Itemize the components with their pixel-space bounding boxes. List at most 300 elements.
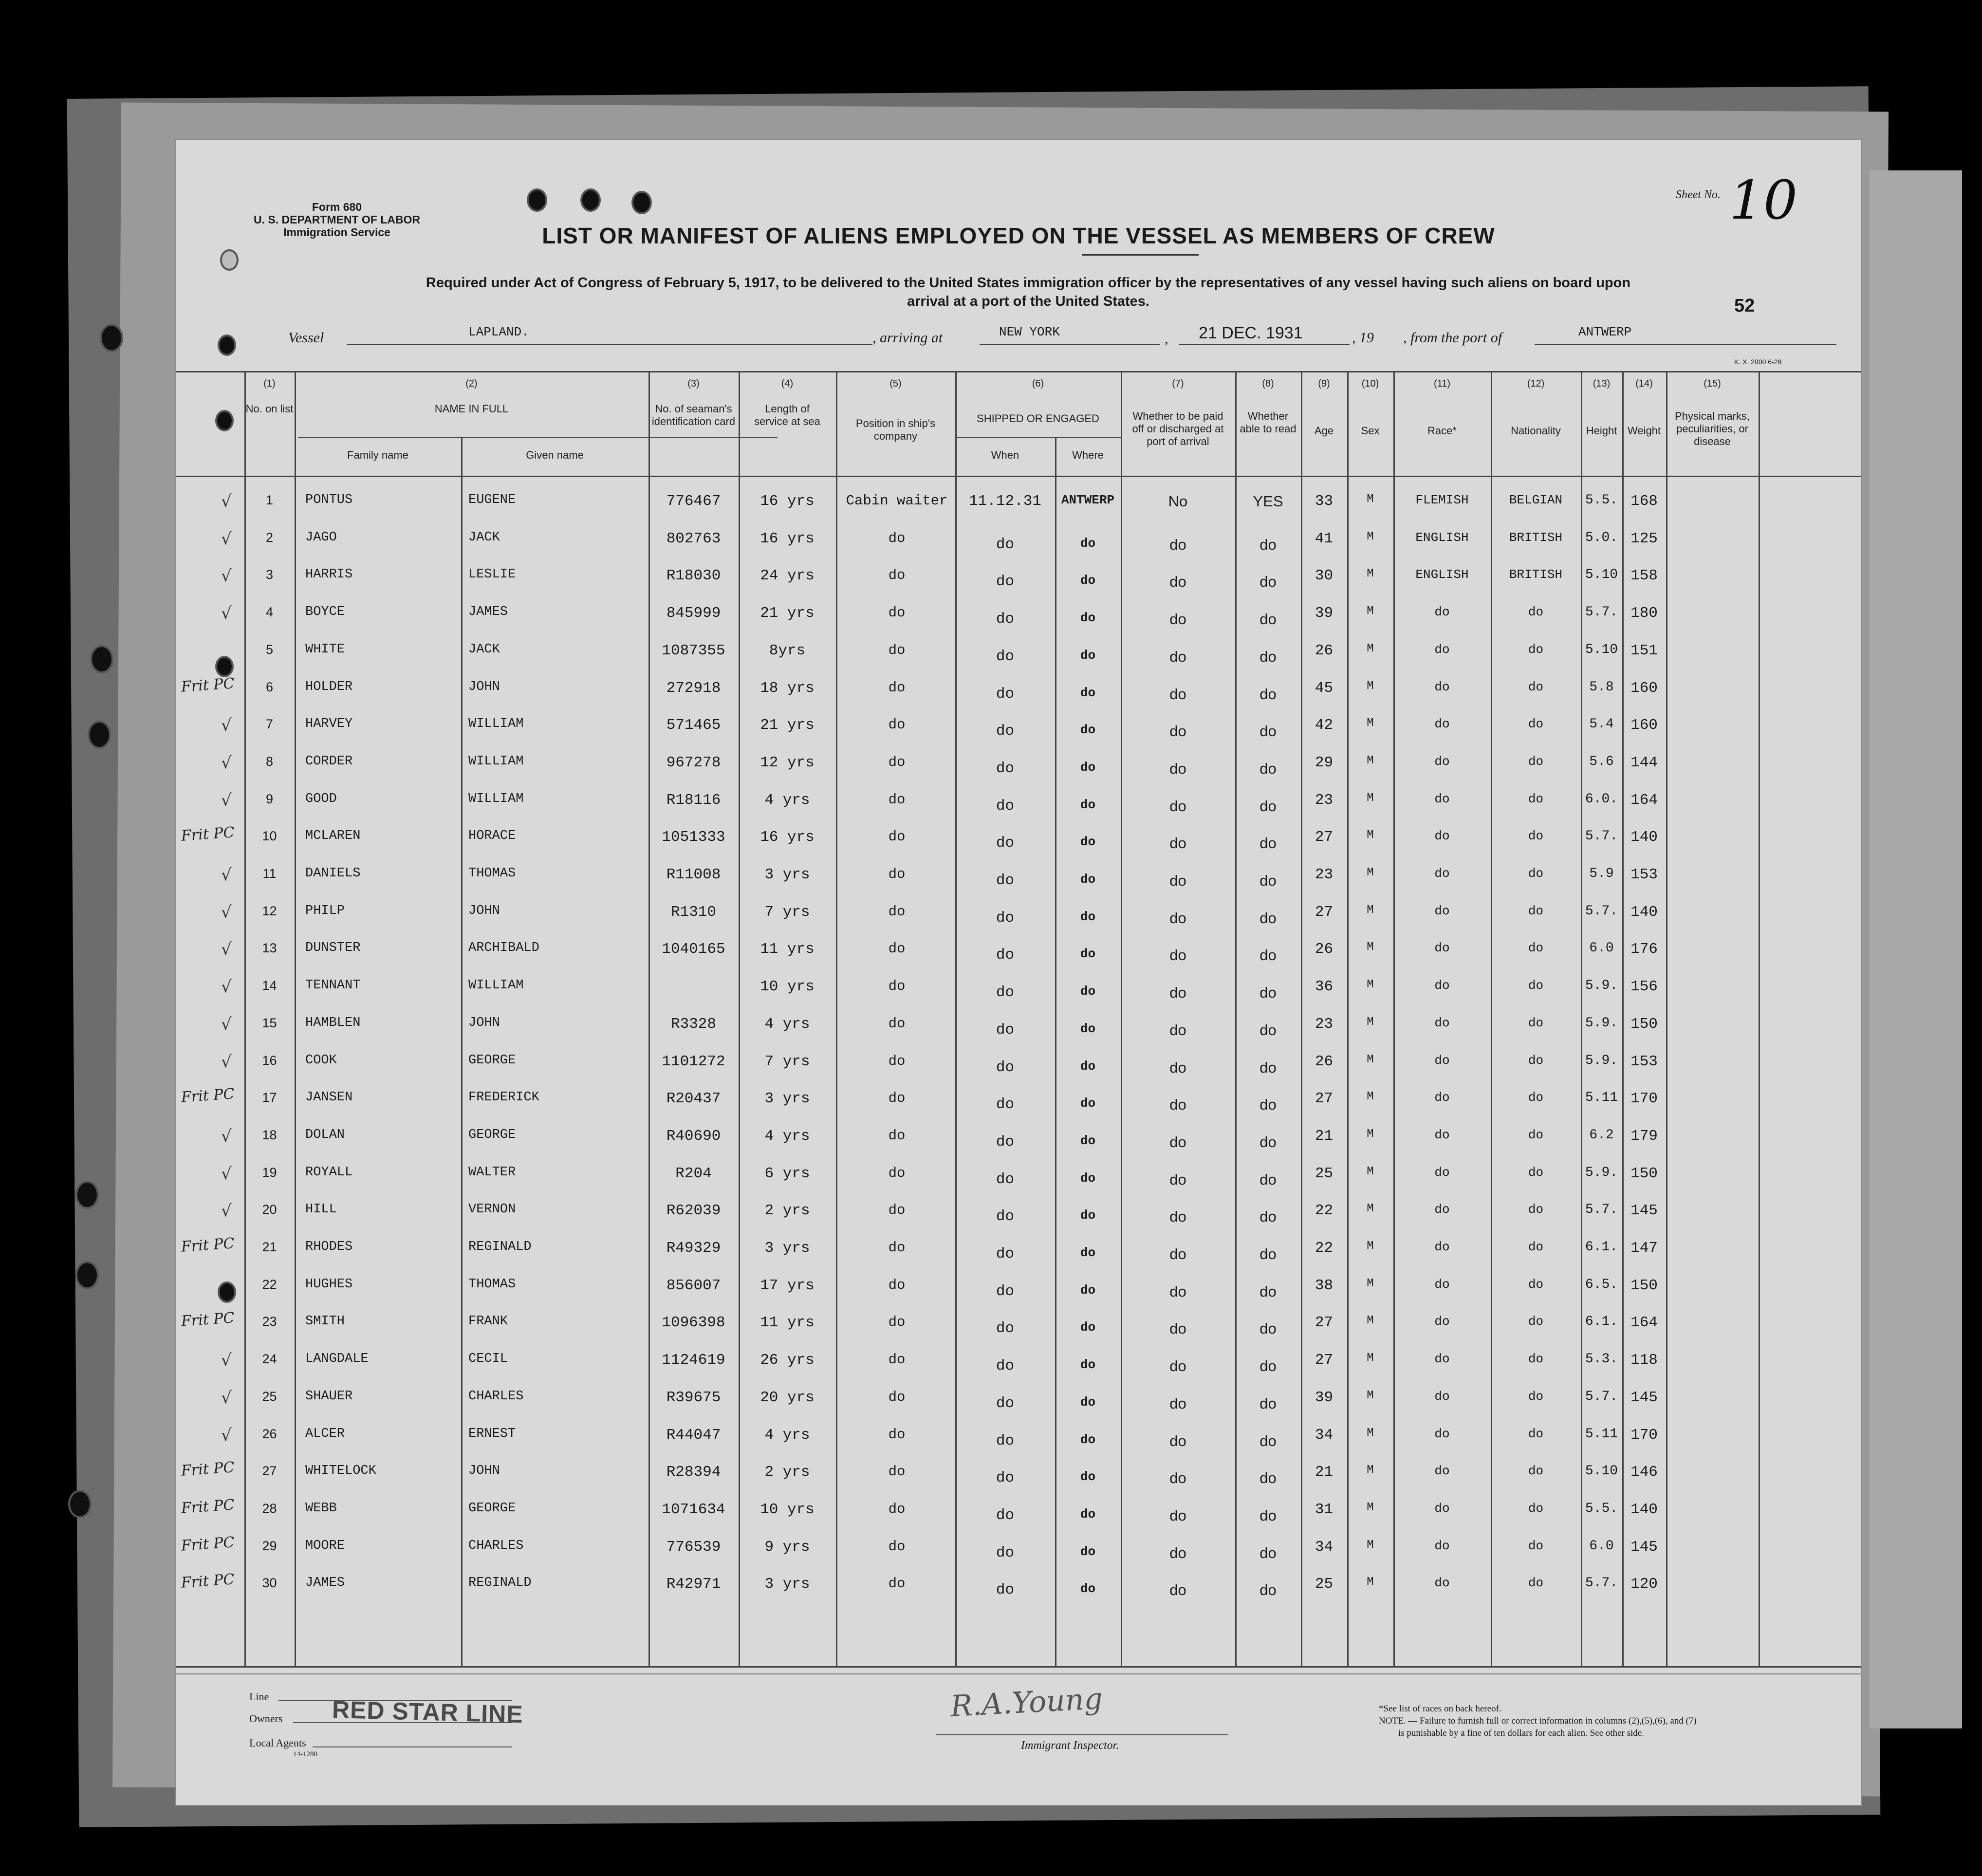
col-number-2: (2) [465, 378, 478, 389]
cell-where: do [1080, 1544, 1096, 1559]
cell-nationality: do [1528, 791, 1544, 806]
cell-height: 5.7. [1585, 605, 1618, 620]
cell-paid: do [1169, 536, 1186, 553]
table-row [176, 1123, 1861, 1160]
cell-where: ANTWERP [1061, 493, 1115, 507]
cell-service: 6 yrs [764, 1165, 810, 1182]
cell-race: do [1434, 1240, 1450, 1254]
table-row [176, 787, 1861, 824]
cell-position: do [888, 903, 906, 920]
cell-card: R44047 [666, 1426, 721, 1444]
margin-note: Frit PC [180, 1571, 235, 1592]
cell-service: 18 yrs [760, 679, 815, 697]
cell-height: 5.9. [1585, 1053, 1618, 1068]
header-no-on-list: No. on list [245, 403, 294, 415]
cell-sex: M [1367, 530, 1374, 543]
cell-service: 21 yrs [760, 605, 815, 622]
cell-when: do [996, 685, 1015, 703]
cell-no: 21 [262, 1240, 277, 1254]
cell-weight: 140 [1630, 903, 1658, 921]
cell-age: 27 [1315, 1352, 1334, 1369]
cell-read: do [1260, 1208, 1277, 1226]
cell-no: 30 [262, 1576, 277, 1591]
cell-sex: M [1367, 605, 1374, 618]
cell-card: 1101272 [662, 1053, 725, 1070]
cell-service: 11 yrs [760, 1314, 815, 1332]
departure-port: ANTWERP [1578, 325, 1632, 339]
cell-age: 27 [1315, 1090, 1334, 1108]
cell-family: PHILP [305, 903, 345, 918]
cell-race: do [1434, 1165, 1450, 1180]
cell-where: do [1080, 1245, 1096, 1260]
cell-where: do [1080, 573, 1096, 588]
cell-service: 7 yrs [764, 1053, 810, 1070]
from-port-label: , from the port of [1403, 330, 1502, 346]
cell-height: 5.9. [1585, 978, 1618, 994]
cell-race: do [1434, 903, 1450, 918]
from-port-underline [1535, 344, 1836, 345]
cell-position: do [888, 1352, 906, 1368]
header-physical-marks: Physical marks, peculiarities, or disease [1674, 410, 1750, 447]
header-position: Position in ship's company [855, 417, 936, 442]
cell-where: do [1080, 685, 1096, 700]
table-row [176, 1422, 1861, 1459]
cell-sex: M [1367, 1426, 1374, 1440]
cell-weight: 170 [1630, 1090, 1658, 1108]
cell-when: do [996, 1394, 1015, 1412]
cell-age: 27 [1315, 1314, 1334, 1332]
cell-weight: 145 [1630, 1389, 1658, 1406]
cell-when: do [996, 984, 1015, 1002]
cell-position: do [888, 1426, 906, 1443]
shipped-subheader-rule [955, 437, 1121, 438]
cell-when: do [996, 835, 1015, 852]
punch-hole [580, 188, 601, 212]
cell-height: 5.6 [1589, 754, 1614, 769]
cell-given: JACK [468, 530, 500, 545]
cell-where: do [1080, 648, 1096, 663]
cell-sex: M [1367, 493, 1374, 506]
cell-nationality: do [1528, 1277, 1544, 1292]
cell-when: do [996, 648, 1015, 665]
cell-height: 5.3. [1585, 1352, 1618, 1367]
cell-position: do [888, 1090, 906, 1107]
cell-where: do [1080, 1506, 1096, 1522]
cell-service: 10 yrs [760, 1501, 815, 1518]
table-row [176, 1048, 1861, 1085]
cell-family: CORDER [305, 754, 353, 769]
cell-read: do [1260, 1320, 1277, 1337]
cell-height: 6.5. [1585, 1277, 1618, 1292]
adjacent-page-edge [1870, 170, 1962, 1728]
cell-position: do [888, 1277, 906, 1293]
cell-family: BOYCE [305, 605, 345, 620]
cell-paid: do [1169, 1245, 1186, 1263]
owners-label: Owners [249, 1712, 283, 1725]
header-name-in-full: NAME IN FULL [434, 403, 509, 415]
cell-weight: 179 [1630, 1127, 1658, 1145]
cell-where: do [1080, 1581, 1096, 1597]
vessel-label: Vessel [288, 330, 324, 346]
col-number-10: (10) [1361, 378, 1379, 389]
cell-family: COOK [305, 1053, 337, 1068]
red-star-line-stamp: RED STAR LINE [332, 1695, 524, 1728]
sheet-number: 10 [1729, 169, 1797, 231]
cell-service: 4 yrs [764, 1127, 810, 1145]
cell-race: do [1434, 1053, 1450, 1068]
cell-weight: 176 [1630, 941, 1658, 958]
cell-read: do [1260, 1245, 1277, 1263]
cell-nationality: do [1528, 941, 1544, 956]
form-number: Form 680 [312, 201, 362, 213]
table-row [176, 973, 1861, 1010]
cell-where: do [1080, 760, 1096, 775]
cell-race: do [1434, 1464, 1450, 1479]
cell-read: do [1260, 835, 1277, 852]
cell-paid: do [1169, 648, 1186, 665]
cell-when: do [996, 1245, 1015, 1263]
cell-nationality: do [1528, 1576, 1544, 1591]
cell-card: 1124619 [662, 1352, 725, 1369]
cell-position: do [888, 1165, 906, 1181]
cell-paid: do [1169, 1059, 1186, 1076]
cell-where: do [1080, 1320, 1096, 1335]
cell-given: VERNON [468, 1202, 516, 1217]
margin-note: Frit PC [180, 1533, 235, 1555]
table-row [176, 936, 1861, 973]
cell-no: 14 [262, 978, 277, 993]
cell-height: 5.11 [1585, 1426, 1618, 1442]
cell-when: do [996, 1506, 1015, 1524]
cell-family: DUNSTER [305, 941, 361, 956]
table-row [176, 1272, 1861, 1309]
cell-given: GEORGE [468, 1053, 516, 1068]
cell-service: 3 yrs [764, 1240, 810, 1257]
cell-where: do [1080, 611, 1096, 626]
cell-sex: M [1367, 567, 1374, 581]
cell-position: do [888, 866, 906, 882]
cell-sex: M [1367, 1464, 1374, 1477]
binder-hole [88, 721, 111, 749]
note-races: *See list of races on back hereof. [1379, 1704, 1501, 1714]
cell-position: do [888, 829, 906, 845]
cell-race: do [1434, 1389, 1450, 1404]
cell-family: HILL [305, 1202, 337, 1217]
line-label: Line [249, 1690, 269, 1703]
cell-when: do [996, 723, 1015, 740]
cell-age: 22 [1315, 1240, 1334, 1257]
cell-sex: M [1367, 1576, 1374, 1589]
cell-no: 1 [265, 493, 274, 507]
cell-weight: 145 [1630, 1202, 1658, 1220]
cell-sex: M [1367, 1053, 1374, 1066]
cell-weight: 153 [1630, 866, 1658, 883]
cell-card: 1087355 [662, 642, 725, 659]
cell-sex: M [1367, 1277, 1374, 1290]
cell-given: WALTER [468, 1165, 516, 1180]
cell-paid: do [1169, 1021, 1186, 1039]
cell-age: 34 [1315, 1426, 1334, 1444]
cell-family: RHODES [305, 1240, 353, 1254]
table-row [176, 1197, 1861, 1234]
cell-no: 3 [265, 567, 274, 582]
margin-note: Frit PC [180, 1235, 235, 1256]
cell-age: 22 [1315, 1202, 1334, 1220]
cell-card: 967278 [666, 754, 721, 771]
cell-sex: M [1367, 679, 1374, 693]
cell-weight: 140 [1630, 1501, 1658, 1518]
margin-note: Frit PC [180, 1309, 235, 1331]
cell-age: 30 [1315, 567, 1334, 585]
cell-nationality: do [1528, 1426, 1544, 1441]
cell-weight: 146 [1630, 1464, 1658, 1481]
cell-service: 20 yrs [760, 1389, 815, 1406]
cell-nationality: do [1528, 903, 1544, 918]
department-name: U. S. DEPARTMENT OF LABOR [253, 213, 420, 226]
cell-where: do [1080, 1021, 1096, 1036]
punch-hole [527, 188, 547, 212]
title-underline [1082, 254, 1199, 256]
cell-given: GEORGE [468, 1501, 516, 1516]
cell-card: R62039 [666, 1202, 721, 1220]
cell-given: THOMAS [468, 866, 516, 881]
col-number-1: (1) [263, 378, 276, 389]
cell-when: do [996, 797, 1015, 815]
cell-read: do [1260, 1544, 1277, 1561]
cell-position: do [888, 1501, 906, 1517]
cell-age: 38 [1315, 1277, 1334, 1294]
cell-no: 5 [265, 642, 274, 657]
header-family-name: Family name [347, 449, 408, 461]
cell-card: R18030 [666, 567, 721, 585]
table-row [176, 562, 1861, 599]
cell-paid: do [1169, 685, 1186, 703]
cell-height: 5.9. [1585, 1015, 1618, 1031]
header-sex: Sex [1361, 425, 1380, 437]
col-number-7: (7) [1172, 378, 1184, 389]
cell-race: do [1434, 791, 1450, 806]
cell-card: R3328 [670, 1015, 716, 1033]
date-underline [1179, 344, 1350, 345]
cell-weight: 170 [1630, 1426, 1658, 1444]
header-bottom-rule [176, 476, 1861, 477]
col-number-8: (8) [1262, 378, 1274, 389]
cell-read: do [1260, 1394, 1277, 1412]
sheet-number-label: Sheet No. [1676, 188, 1721, 201]
cell-nationality: BELGIAN [1509, 493, 1563, 507]
cell-where: do [1080, 1282, 1096, 1298]
cell-nationality: do [1528, 717, 1544, 732]
cell-paid: do [1169, 1208, 1186, 1226]
cell-given: CECIL [468, 1352, 508, 1367]
cell-sex: M [1367, 978, 1374, 992]
checkmark: √ [221, 716, 232, 736]
cell-when: do [996, 1544, 1015, 1561]
cell-race: do [1434, 605, 1450, 620]
vessel-name: LAPLAND. [468, 325, 529, 339]
cell-weight: 147 [1630, 1240, 1658, 1257]
checkmark: √ [221, 790, 232, 810]
cell-age: 31 [1315, 1501, 1334, 1518]
cell-family: MCLAREN [305, 829, 361, 844]
checkmark: √ [221, 977, 232, 997]
cell-age: 26 [1315, 642, 1334, 659]
cell-no: 25 [262, 1389, 277, 1404]
cell-age: 23 [1315, 866, 1334, 883]
cell-paid: do [1169, 1096, 1186, 1114]
cell-weight: 158 [1630, 567, 1658, 585]
cell-nationality: do [1528, 1501, 1544, 1516]
cell-service: 3 yrs [764, 1576, 810, 1593]
cell-height: 6.1. [1585, 1314, 1618, 1330]
cell-paid: do [1169, 835, 1186, 852]
cell-card: 1040165 [662, 941, 725, 958]
cell-family: HARVEY [305, 717, 353, 732]
cell-nationality: do [1528, 642, 1544, 657]
footer-notes [1379, 1703, 1697, 1739]
cell-race: do [1434, 642, 1450, 657]
cell-position: do [888, 754, 906, 770]
cell-nationality: do [1528, 1538, 1544, 1553]
cell-race: do [1434, 1277, 1450, 1292]
cell-height: 5.7. [1585, 1389, 1618, 1404]
cell-no: 26 [262, 1426, 277, 1441]
form-title: LIST OR MANIFEST OF ALIENS EMPLOYED ON THE VESSEL AS MEMBERS OF CREW [542, 223, 1495, 248]
punch-hole [218, 334, 236, 356]
agents-label: Local Agents [249, 1737, 306, 1749]
cell-position: do [888, 1464, 906, 1480]
cell-where: do [1080, 1432, 1096, 1447]
header-given-name: Given name [526, 449, 584, 461]
cell-no: 27 [262, 1464, 277, 1479]
table-row [176, 675, 1861, 712]
cell-when: do [996, 1282, 1015, 1300]
cell-race: do [1434, 679, 1450, 694]
checkmark: √ [221, 604, 232, 624]
cell-no: 24 [262, 1352, 277, 1367]
cell-service: 2 yrs [764, 1464, 810, 1481]
agents-code: 14-1280 [293, 1750, 317, 1758]
cell-read: do [1260, 1357, 1277, 1375]
cell-nationality: do [1528, 1202, 1544, 1217]
checkmark: √ [221, 1351, 232, 1371]
cell-sex: M [1367, 1015, 1374, 1029]
cell-age: 21 [1315, 1127, 1334, 1145]
cell-paid: do [1169, 872, 1186, 889]
cell-family: DOLAN [305, 1127, 345, 1142]
arrival-port: NEW YORK [999, 325, 1060, 339]
table-row [176, 600, 1861, 637]
cell-sex: M [1367, 903, 1374, 917]
cell-card: 802763 [666, 530, 721, 547]
form-subtitle [249, 274, 1807, 311]
cell-nationality: do [1528, 978, 1544, 993]
cell-paid: do [1169, 947, 1186, 964]
cell-paid: do [1169, 1394, 1186, 1412]
checkmark: √ [221, 902, 232, 922]
cell-nationality: do [1528, 1165, 1544, 1180]
cell-position: do [888, 530, 906, 546]
checkmark: √ [221, 940, 232, 960]
cell-age: 42 [1315, 717, 1334, 734]
cell-service: 3 yrs [764, 866, 810, 883]
cell-sex: M [1367, 941, 1374, 954]
cell-height: 6.0. [1585, 791, 1618, 807]
cell-paid: do [1169, 611, 1186, 628]
table-row [176, 824, 1861, 861]
subtitle-line-2: arrival at a port of the United States. [907, 294, 1149, 309]
cell-card: R39675 [666, 1389, 721, 1406]
cell-given: FREDERICK [468, 1090, 539, 1105]
cell-when: do [996, 1059, 1015, 1076]
cell-height: 5.5. [1585, 493, 1618, 508]
cell-given: WILLIAM [468, 791, 524, 806]
cell-weight: 118 [1630, 1352, 1658, 1369]
cell-race: do [1434, 829, 1450, 844]
cell-family: HOLDER [305, 679, 353, 694]
checkmark: √ [221, 566, 232, 586]
cell-card: 776539 [666, 1538, 721, 1556]
cell-sex: M [1367, 866, 1374, 879]
cell-nationality: do [1528, 754, 1544, 769]
cell-nationality: do [1528, 829, 1544, 844]
cell-service: 4 yrs [764, 1426, 810, 1444]
service-name: Immigration Service [283, 226, 390, 239]
cell-no: 29 [262, 1538, 277, 1553]
signature-underline [936, 1734, 1228, 1735]
cell-given: ERNEST [468, 1426, 516, 1441]
cell-given: CHARLES [468, 1538, 524, 1553]
cell-height: 5.10 [1585, 642, 1618, 657]
footer-rule [176, 1673, 1861, 1674]
cell-read: do [1260, 1282, 1277, 1300]
cell-no: 18 [262, 1127, 277, 1142]
cell-race: do [1434, 1501, 1450, 1516]
cell-weight: 164 [1630, 791, 1658, 809]
vessel-underline [347, 344, 872, 345]
table-row [176, 637, 1861, 674]
cell-card: R11008 [666, 866, 721, 883]
cell-given: FRANK [468, 1314, 508, 1329]
cell-family: SMITH [305, 1314, 345, 1329]
cell-family: PONTUS [305, 493, 353, 507]
cell-given: LESLIE [468, 567, 516, 582]
punch-hole [631, 191, 652, 214]
cell-given: JAMES [468, 605, 508, 620]
table-bottom-rule [176, 1666, 1861, 1668]
cell-height: 6.2 [1589, 1127, 1614, 1143]
cell-race: ENGLISH [1415, 567, 1469, 582]
name-subheader-rule [298, 437, 778, 438]
header-where: Where [1072, 449, 1104, 461]
cell-age: 26 [1315, 941, 1334, 958]
cell-sex: M [1367, 1127, 1374, 1141]
cell-sex: M [1367, 1501, 1374, 1514]
table-row [176, 525, 1861, 562]
cell-age: 45 [1315, 679, 1334, 697]
cell-position: do [888, 1389, 906, 1405]
cell-height: 5.7. [1585, 1576, 1618, 1591]
inspector-signature: R.A.Young [949, 1681, 1104, 1724]
cell-paid: do [1169, 1581, 1186, 1599]
cell-read: do [1260, 611, 1277, 628]
cell-family: DANIELS [305, 866, 361, 881]
cell-position: do [888, 1127, 906, 1144]
cell-height: 5.4 [1589, 717, 1614, 732]
cell-card: 776467 [666, 493, 721, 510]
table-row [176, 1160, 1861, 1197]
cell-when: do [996, 1208, 1015, 1226]
